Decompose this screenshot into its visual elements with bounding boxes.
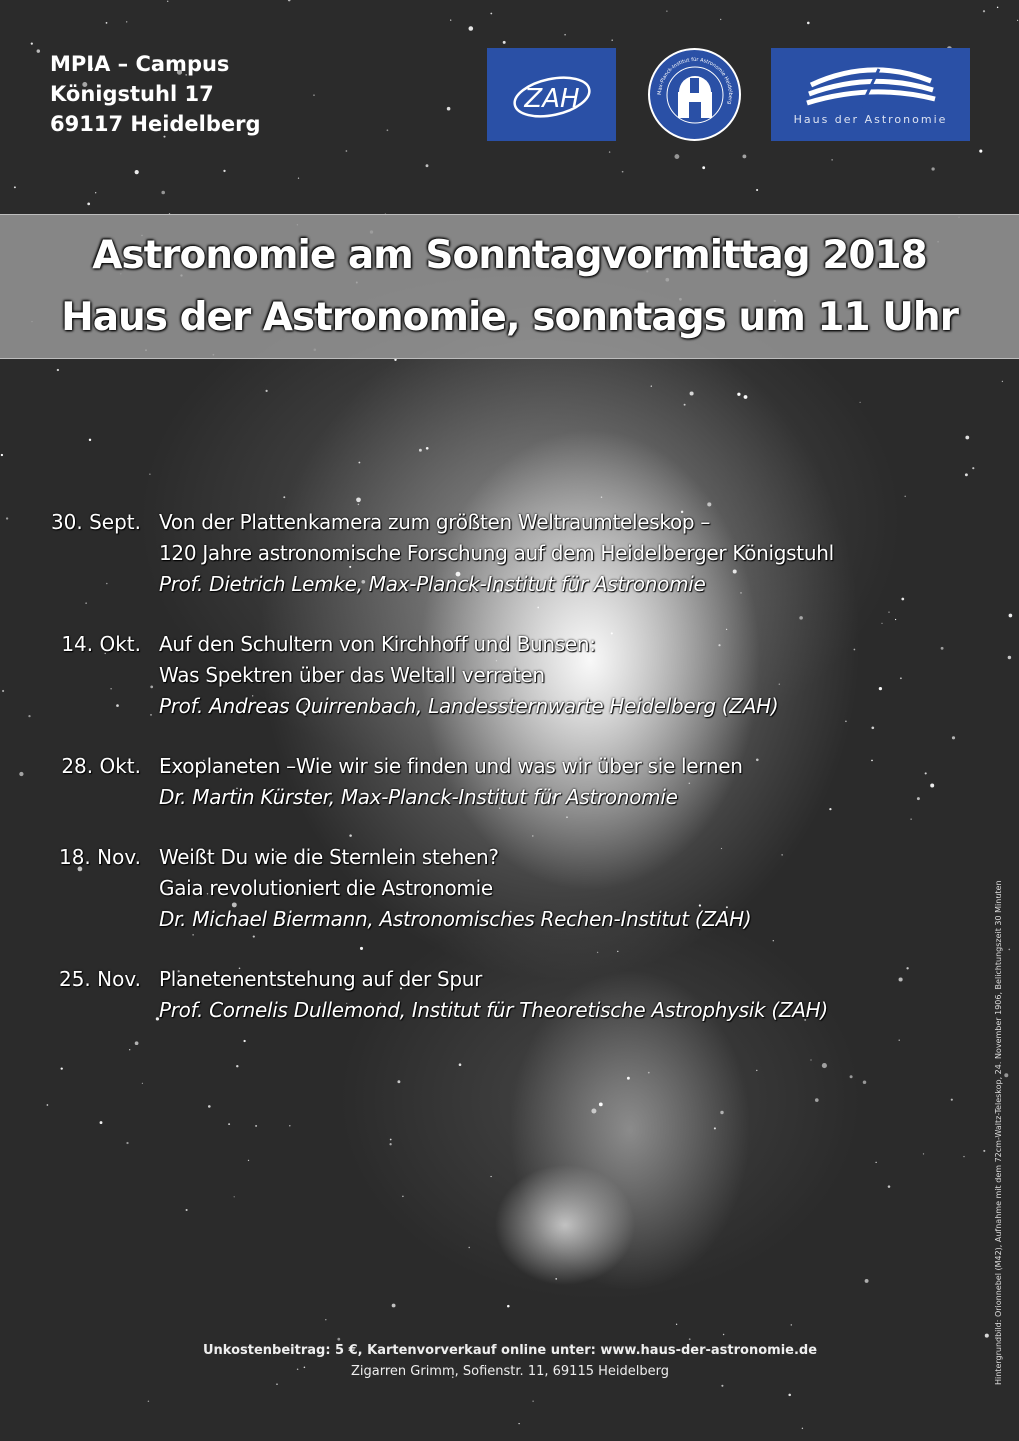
star [865, 1279, 869, 1283]
star [983, 10, 985, 12]
event-title-line: Weißt Du wie die Sternlein stehen? [159, 845, 499, 869]
star [707, 502, 711, 506]
star [815, 1098, 819, 1102]
star [236, 1065, 238, 1067]
star [627, 1077, 630, 1080]
star [863, 1080, 867, 1084]
star [742, 154, 746, 158]
page-title: Astronomie am Sonntagvormittag 2018 [92, 233, 927, 278]
star [609, 151, 610, 152]
star [389, 1143, 391, 1145]
star [95, 192, 96, 193]
hda-dome-icon [801, 63, 941, 111]
star [564, 34, 566, 36]
star [859, 402, 860, 403]
event-date: 28. Okt. [61, 754, 141, 778]
star [850, 1075, 853, 1078]
title-banner [0, 214, 1019, 359]
star [802, 1428, 803, 1429]
star [31, 42, 33, 44]
star [358, 504, 360, 506]
star [167, 1, 168, 2]
footer-presale-address: Zigarren Grimm, Sofienstr. 11, 69115 Heidelberg [351, 1364, 669, 1379]
star [676, 1324, 677, 1325]
address-line-city: 69117 Heidelberg [50, 112, 261, 136]
star [720, 1111, 723, 1114]
star [744, 395, 748, 399]
star [248, 1160, 249, 1161]
event-speaker: Dr. Michael Biermann, Astronomisches Rechen-Institut (ZAH) [159, 907, 752, 931]
star [426, 164, 429, 167]
star [648, 1072, 650, 1074]
star [37, 49, 40, 52]
star [397, 1080, 400, 1083]
star [142, 1083, 143, 1084]
event-date: 18. Nov. [58, 845, 141, 869]
star [666, 10, 667, 11]
star [983, 1150, 985, 1152]
star [1004, 1073, 1008, 1077]
star [723, 1334, 724, 1335]
address-line-street: Königstuhl 17 [50, 82, 214, 106]
star [791, 1324, 793, 1326]
star [622, 171, 624, 173]
event-item [0, 751, 1019, 813]
star [61, 1067, 63, 1069]
star [426, 447, 429, 450]
event-item [0, 842, 1019, 935]
star [721, 1385, 723, 1387]
star [468, 26, 473, 31]
star [265, 390, 267, 392]
event-date: 25. Nov. [58, 967, 141, 991]
star [1002, 381, 1003, 382]
star [555, 1278, 557, 1280]
star [419, 449, 422, 452]
star [468, 1247, 469, 1248]
address-line-campus: MPIA – Campus [50, 52, 230, 76]
page-subtitle: Haus der Astronomie, sonntags um 11 Uhr [61, 295, 958, 340]
footer-ticket-info[interactable]: Unkostenbeitrag: 5 €, Kartenvorverkauf online unter: www.haus-der-astronomie.de [202, 1343, 818, 1358]
zah-logo-icon [507, 65, 597, 125]
star [14, 186, 16, 188]
star [447, 107, 451, 111]
star [788, 1394, 791, 1397]
hda-logo[interactable] [771, 48, 970, 141]
star [684, 404, 686, 406]
star [963, 1156, 964, 1157]
star [390, 1139, 392, 1141]
star [126, 21, 127, 22]
star [507, 1305, 510, 1308]
star [503, 41, 506, 44]
star [611, 39, 613, 41]
star [89, 439, 91, 441]
star [276, 1383, 278, 1385]
event-title-line: Was Spektren über das Weltall verraten [159, 663, 545, 687]
star [87, 203, 90, 206]
star [888, 1185, 891, 1188]
event-title-line: Planetenentstehung auf der Spur [159, 967, 483, 991]
star [601, 496, 602, 497]
event-item [0, 629, 1019, 722]
star [810, 1059, 811, 1060]
star [997, 7, 998, 8]
star [651, 385, 652, 386]
star [186, 1209, 188, 1211]
event-list [0, 507, 1019, 1055]
star [756, 1070, 757, 1071]
star [313, 94, 314, 95]
star [149, 474, 150, 475]
zah-logo[interactable] [487, 48, 616, 141]
star [356, 497, 361, 502]
zah-logo-text: ZAH [523, 83, 580, 114]
star [702, 166, 705, 169]
star [148, 1401, 150, 1403]
star [532, 1401, 533, 1402]
star [965, 436, 969, 440]
star [1, 454, 3, 456]
event-title-line: Exoplaneten –Wie wir sie finden und was wir über sie lernen [159, 754, 743, 778]
event-speaker: Prof. Cornelis Dullemond, Institut für Theoretische Astrophysik (ZAH) [159, 998, 828, 1022]
event-speaker: Prof. Andreas Quirrenbach, Landessternwarte Heidelberg (ZAH) [159, 694, 779, 718]
star [490, 13, 492, 15]
event-title-line: Von der Plattenkamera zum größten Weltraumteleskop – [159, 510, 711, 534]
star [106, 22, 108, 24]
star [450, 19, 451, 20]
star [985, 1334, 989, 1338]
star [47, 1104, 49, 1106]
star [972, 467, 974, 469]
event-speaker: Dr. Martin Kürster, Max-Planck-Institut für Astronomie [159, 785, 678, 809]
star [161, 191, 165, 195]
mpia-ring-text: Max-Planck-Institut für Astronomie Heidelberg [656, 56, 733, 105]
event-date: 14. Okt. [61, 632, 141, 656]
footer [160, 1340, 860, 1382]
star [459, 1063, 462, 1066]
star [965, 473, 968, 476]
star [223, 170, 225, 172]
star [325, 1319, 326, 1320]
star [387, 129, 389, 131]
star [208, 1105, 211, 1108]
event-title-line: Gaia revolutioniert die Astronomie [159, 876, 493, 900]
star [135, 170, 139, 174]
star [756, 189, 758, 191]
star [490, 1176, 491, 1177]
star [126, 1142, 128, 1144]
star [674, 154, 679, 159]
star [951, 1099, 953, 1101]
star [1017, 20, 1018, 21]
star [298, 178, 299, 179]
address-block [50, 49, 261, 139]
event-title-line: Auf den Schultern von Kirchhoff und Bunsen: [159, 632, 596, 656]
star [737, 393, 740, 396]
image-credit: Hintergrundbild: Orionnebel (M42), Aufnahme mit dem 72cm-Waltz-Teleskop, 24. November 1906, Belichtungszeit 30 Minuten [994, 880, 1003, 1385]
star [392, 1304, 396, 1308]
star [255, 1125, 257, 1127]
star [228, 1123, 230, 1125]
star [923, 1153, 924, 1154]
star [690, 391, 694, 395]
star [289, 1125, 290, 1126]
star [807, 22, 810, 25]
star [714, 1127, 716, 1129]
star [234, 1196, 235, 1197]
event-item [0, 964, 1019, 1026]
star [720, 19, 721, 20]
star [931, 167, 934, 170]
star [599, 1103, 603, 1107]
star [822, 1063, 827, 1068]
star [591, 1109, 596, 1114]
star [288, 0, 291, 1]
star [876, 1162, 877, 1163]
star [346, 150, 348, 152]
star [57, 369, 59, 371]
star [100, 1121, 103, 1124]
star [402, 1196, 403, 1197]
star [979, 150, 982, 153]
mpia-logo[interactable] [648, 48, 741, 141]
star [283, 496, 285, 498]
star [831, 159, 832, 160]
event-date: 30. Sept. [50, 510, 141, 534]
hda-logo-text: Haus der Astronomie [793, 113, 948, 126]
star [358, 462, 360, 464]
mpia-observatory-icon [652, 52, 738, 138]
star [904, 496, 905, 497]
event-speaker: Prof. Dietrich Lemke, Max-Planck-Institut für Astronomie [159, 572, 706, 596]
event-title-line: 120 Jahre astronomische Forschung auf dem Heidelberger Königstuhl [159, 541, 834, 565]
event-item [0, 507, 1019, 600]
star [518, 1423, 519, 1424]
